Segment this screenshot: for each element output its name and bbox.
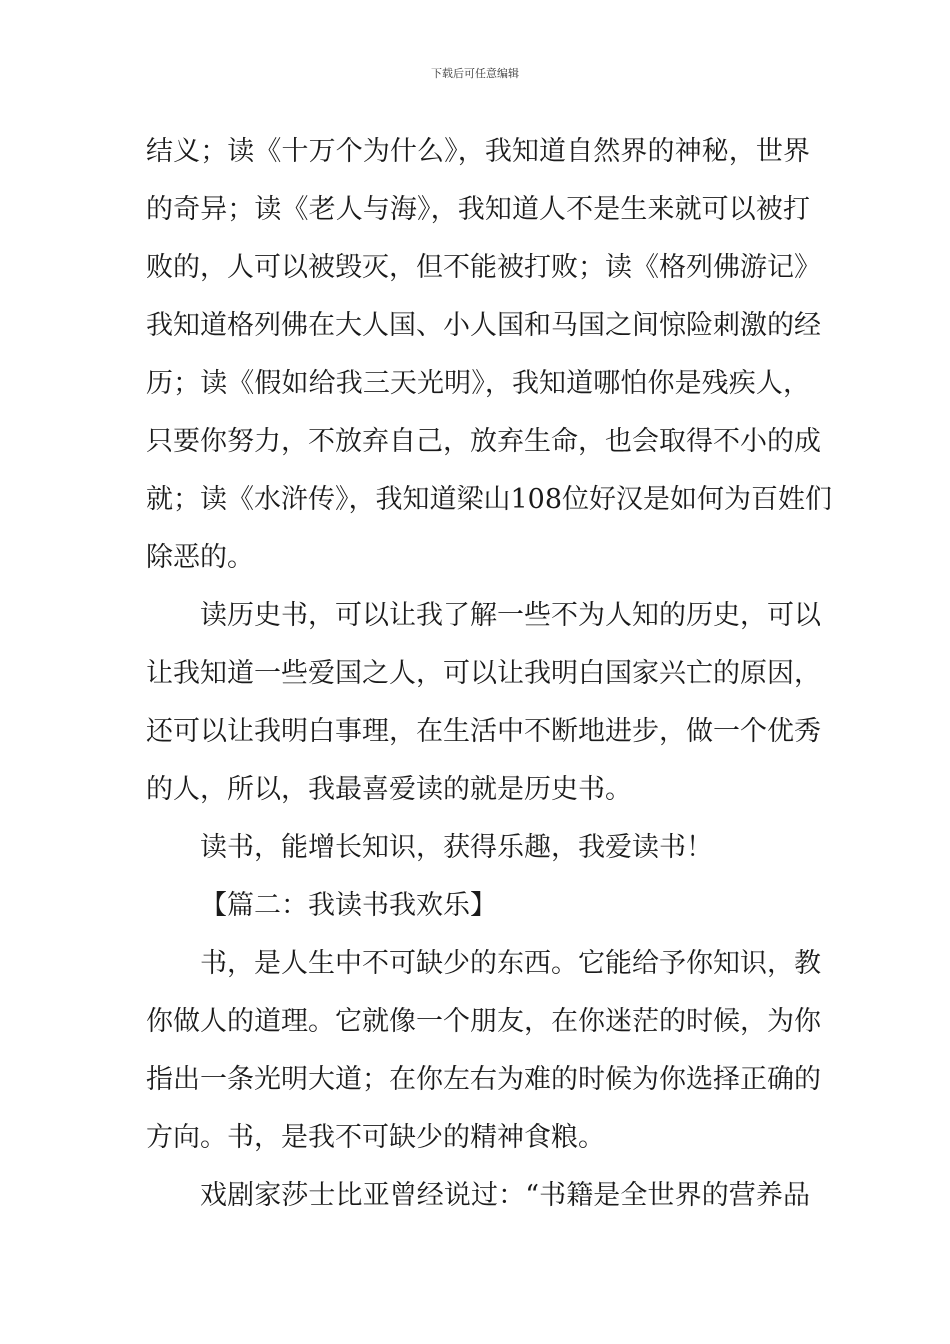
text-line: 的奇异；读《老人与海》，我知道人不是生来就可以被打 [146, 194, 810, 225]
text-line: 只要你努力，不放弃自己，放弃生命，也会取得不小的成 [146, 426, 821, 457]
text-line: 你做人的道理。它就像一个朋友，在你迷茫的时候，为你 [146, 1006, 821, 1037]
text-line: 败的，人可以被毁灭，但不能被打败；读《格列佛游记》 [146, 252, 821, 283]
paragraph-start-line: 戏剧家莎士比亚曾经说过：“书籍是全世界的营养品 [200, 1180, 810, 1211]
text-line: 历；读《假如给我三天光明》，我知道哪怕你是残疾人， [146, 368, 810, 399]
paragraph-start-line: 读书，能增长知识，获得乐趣，我爱读书！ [200, 832, 713, 863]
text-line: 的人，所以，我最喜爱读的就是历史书。 [146, 774, 632, 805]
paragraph-start-line: 书，是人生中不可缺少的东西。它能给予你知识，教 [200, 948, 821, 979]
text-line: 我知道格列佛在大人国、小人国和马国之间惊险刺激的经 [146, 310, 821, 341]
text-line: 还可以让我明白事理，在生活中不断地进步，做一个优秀 [146, 716, 821, 747]
paragraph-start-line: 读历史书，可以让我了解一些不为人知的历史，可以 [200, 600, 821, 631]
text-line: 就；读《水浒传》，我知道梁山108位好汉是如何为百姓们 [146, 484, 833, 515]
text-line: 指出一条光明大道；在你左右为难的时候为你选择正确的 [146, 1064, 821, 1095]
text-line: 让我知道一些爱国之人，可以让我明白国家兴亡的原因， [146, 658, 821, 689]
document-body [146, 126, 833, 1228]
text-line: 方向。书，是我不可缺少的精神食粮。 [146, 1122, 605, 1153]
text-line: 除恶的。 [146, 542, 254, 573]
page-header: 下载后可任意编辑 [431, 67, 519, 80]
section-heading: 【篇二：我读书我欢乐】 [200, 890, 497, 921]
text-line: 结义；读《十万个为什么》，我知道自然界的神秘，世界 [146, 136, 810, 167]
